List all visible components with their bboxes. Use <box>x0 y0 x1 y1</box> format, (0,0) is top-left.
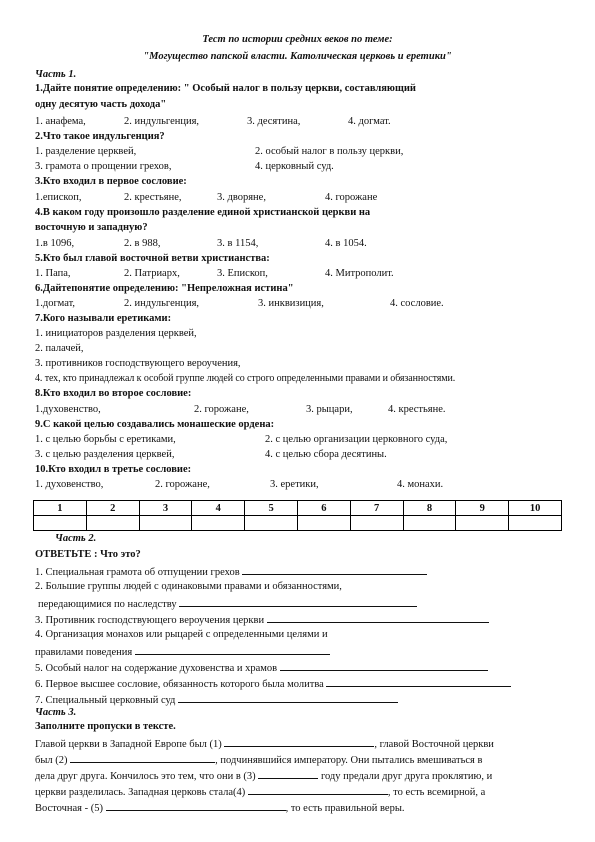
part2-label: Часть 2. <box>55 533 97 544</box>
part2-item-5: 5. Особый налог на содержание духовенства и храмов <box>35 661 488 674</box>
question-4-text: 4.В каком году произошло разделение единой христианской церкви на <box>35 207 371 218</box>
answer-col-header: 1 <box>34 501 87 516</box>
q7-option-1: 1. инициаторов разделения церквей, <box>35 328 197 339</box>
q10-option-4: 4. монахи. <box>397 479 444 490</box>
q6-option-2: 2. индульгенция, <box>124 298 200 309</box>
q3-option-4: 4. горожане <box>325 192 378 203</box>
question-8-text: 8.Кто входил во второе сословие: <box>35 388 192 399</box>
part3-label: Часть 3. <box>35 707 77 718</box>
q1-option-4: 4. догмат. <box>348 116 391 127</box>
question-2-text: 2.Что такое индульгенция? <box>35 131 165 142</box>
q9-option-3: 3. с целью разделения церквей, <box>35 449 175 460</box>
q6-option-3: 3. инквизиция, <box>258 298 324 309</box>
answer-col-header: 6 <box>297 501 350 516</box>
answer-cell[interactable] <box>350 516 403 531</box>
q10-option-2: 2. горожане, <box>155 479 210 490</box>
part2-item-6: 6. Первое высшее сословие, обязанность которого была молитва <box>35 677 511 690</box>
part3-line-5: Восточная - (5) , то есть правильной веры. <box>35 803 405 814</box>
question-5-text: 5.Кто был главой восточной ветви христианства: <box>35 253 270 264</box>
answer-blank[interactable] <box>242 565 427 575</box>
answer-table <box>33 500 562 531</box>
answer-col-header: 8 <box>403 501 456 516</box>
q3-option-1: 1.епископ, <box>35 192 82 203</box>
q8-option-3: 3. рыцари, <box>306 404 353 415</box>
answer-col-header: 7 <box>350 501 403 516</box>
q5-option-1: 1. Папа, <box>35 268 71 279</box>
q6-option-1: 1.догмат, <box>35 298 76 309</box>
part2-item-2-cont: передающимися по наследству <box>38 597 417 610</box>
answer-col-header: 3 <box>139 501 192 516</box>
answer-blank[interactable] <box>135 645 330 655</box>
part2-item-4-cont: правилами поведения <box>35 645 330 658</box>
q6-option-4: 4. сословие. <box>390 298 444 309</box>
q5-option-2: 2. Патриарх, <box>124 268 180 279</box>
question-1-text-cont: одну десятую часть дохода" <box>35 99 167 110</box>
q2-option-4: 4. церковный суд. <box>255 161 334 172</box>
question-1-text: 1.Дайте понятие определению: " Особый налог в пользу церкви, составляющий <box>35 83 416 94</box>
q9-option-2: 2. с целью организации церковного суда, <box>265 434 448 445</box>
q3-option-2: 2. крестьяне, <box>124 192 182 203</box>
answer-cell[interactable] <box>456 516 509 531</box>
q7-option-3: 3. противников господствующего вероучения, <box>35 358 241 369</box>
part3-heading: Заполните пропуски в тексте. <box>35 721 176 732</box>
answer-cell[interactable] <box>403 516 456 531</box>
q10-option-3: 3. еретики, <box>270 479 319 490</box>
q7-option-2: 2. палачей, <box>35 343 84 354</box>
blank-2[interactable] <box>70 753 215 763</box>
q5-option-3: 3. Епископ, <box>217 268 268 279</box>
q3-option-3: 3. дворяне, <box>217 192 266 203</box>
answer-table-input-row <box>34 516 562 531</box>
q9-option-1: 1. с целью борьбы с еретиками, <box>35 434 176 445</box>
blank-3[interactable] <box>258 769 318 779</box>
blank-5[interactable] <box>106 801 286 811</box>
blank-4[interactable] <box>248 785 388 795</box>
q8-option-2: 2. горожане, <box>194 404 249 415</box>
part2-item-1: 1. Специальная грамота об отпущении грехов <box>35 565 427 578</box>
answer-col-header: 4 <box>192 501 245 516</box>
q5-option-4: 4. Митрополит. <box>325 268 394 279</box>
question-6-text: 6.Дайтепонятие определению: "Непреложная истина" <box>35 283 294 294</box>
answer-blank[interactable] <box>326 677 511 687</box>
answer-cell[interactable] <box>86 516 139 531</box>
q1-option-1: 1. анафема, <box>35 116 86 127</box>
part2-heading: ОТВЕТЬТЕ : Что это? <box>35 549 141 560</box>
part2-item-4: 4. Организация монахов или рыцарей с определенными целями и <box>35 629 328 640</box>
q7-option-4: 4. тех, кто принадлежал к особой группе людей со строго определенными правами и обязанностями. <box>35 373 456 384</box>
answer-blank[interactable] <box>178 693 398 703</box>
answer-cell[interactable] <box>297 516 350 531</box>
part3-line-2: был (2) , подчинявшийся императору. Они пытались вмешиваться в <box>35 755 483 766</box>
q8-option-4: 4. крестьяне. <box>388 404 446 415</box>
question-10-text: 10.Кто входил в третье сословие: <box>35 464 192 475</box>
answer-blank[interactable] <box>179 597 417 607</box>
test-title-line1: Тест по истории средних веков по теме: <box>202 34 393 45</box>
part2-item-7: 7. Специальный церковный суд <box>35 693 398 706</box>
q4-option-2: 2. в 988, <box>124 238 161 249</box>
answer-cell[interactable] <box>192 516 245 531</box>
part2-item-3: 3. Противник господствующего вероучения церкви <box>35 613 489 626</box>
question-4-text-cont: восточную и западную? <box>35 222 148 233</box>
answer-col-header: 2 <box>86 501 139 516</box>
part3-line-3: дела друг друга. Кончилось это тем, что они в (3) году предали друг друга проклятию, и <box>35 771 493 782</box>
part1-label: Часть 1. <box>35 69 77 80</box>
question-7-text: 7.Кого называли еретиками: <box>35 313 172 324</box>
q10-option-1: 1. духовенство, <box>35 479 104 490</box>
question-9-text: 9.С какой целью создавались монашеские ордена: <box>35 419 275 430</box>
q1-option-2: 2. индульгенция, <box>124 116 200 127</box>
answer-cell[interactable] <box>34 516 87 531</box>
answer-col-header: 9 <box>456 501 509 516</box>
answer-blank[interactable] <box>267 613 489 623</box>
question-3-text: 3.Кто входил в первое сословие: <box>35 176 187 187</box>
answer-blank[interactable] <box>280 661 488 671</box>
q4-option-3: 3. в 1154, <box>217 238 259 249</box>
part2-item-2: 2. Большие группы людей с одинаковыми правами и обязанностями, <box>35 581 342 592</box>
test-title-line2: "Могущество папской власти. Католическая церковь и еретики" <box>143 51 452 62</box>
answer-cell[interactable] <box>509 516 562 531</box>
answer-table-header-row <box>34 501 562 516</box>
q2-option-3: 3. грамота о прощении грехов, <box>35 161 172 172</box>
q9-option-4: 4. с целью сбора десятины. <box>265 449 387 460</box>
q2-option-2: 2. особый налог в пользу церкви, <box>255 146 404 157</box>
answer-cell[interactable] <box>139 516 192 531</box>
part3-line-1: Главой церкви в Западной Европе был (1) , главой Восточной церкви <box>35 739 494 750</box>
q8-option-1: 1.духовенство, <box>35 404 101 415</box>
q2-option-1: 1. разделение церквей, <box>35 146 137 157</box>
q4-option-1: 1.в 1096, <box>35 238 75 249</box>
answer-cell[interactable] <box>245 516 298 531</box>
part3-line-4: церкви разделилась. Западная церковь стала(4) , то есть всемирной, а <box>35 787 486 798</box>
q4-option-4: 4. в 1054. <box>325 238 367 249</box>
answer-col-header: 5 <box>245 501 298 516</box>
answer-col-header: 10 <box>509 501 562 516</box>
q1-option-3: 3. десятина, <box>247 116 301 127</box>
blank-1[interactable] <box>224 737 374 747</box>
